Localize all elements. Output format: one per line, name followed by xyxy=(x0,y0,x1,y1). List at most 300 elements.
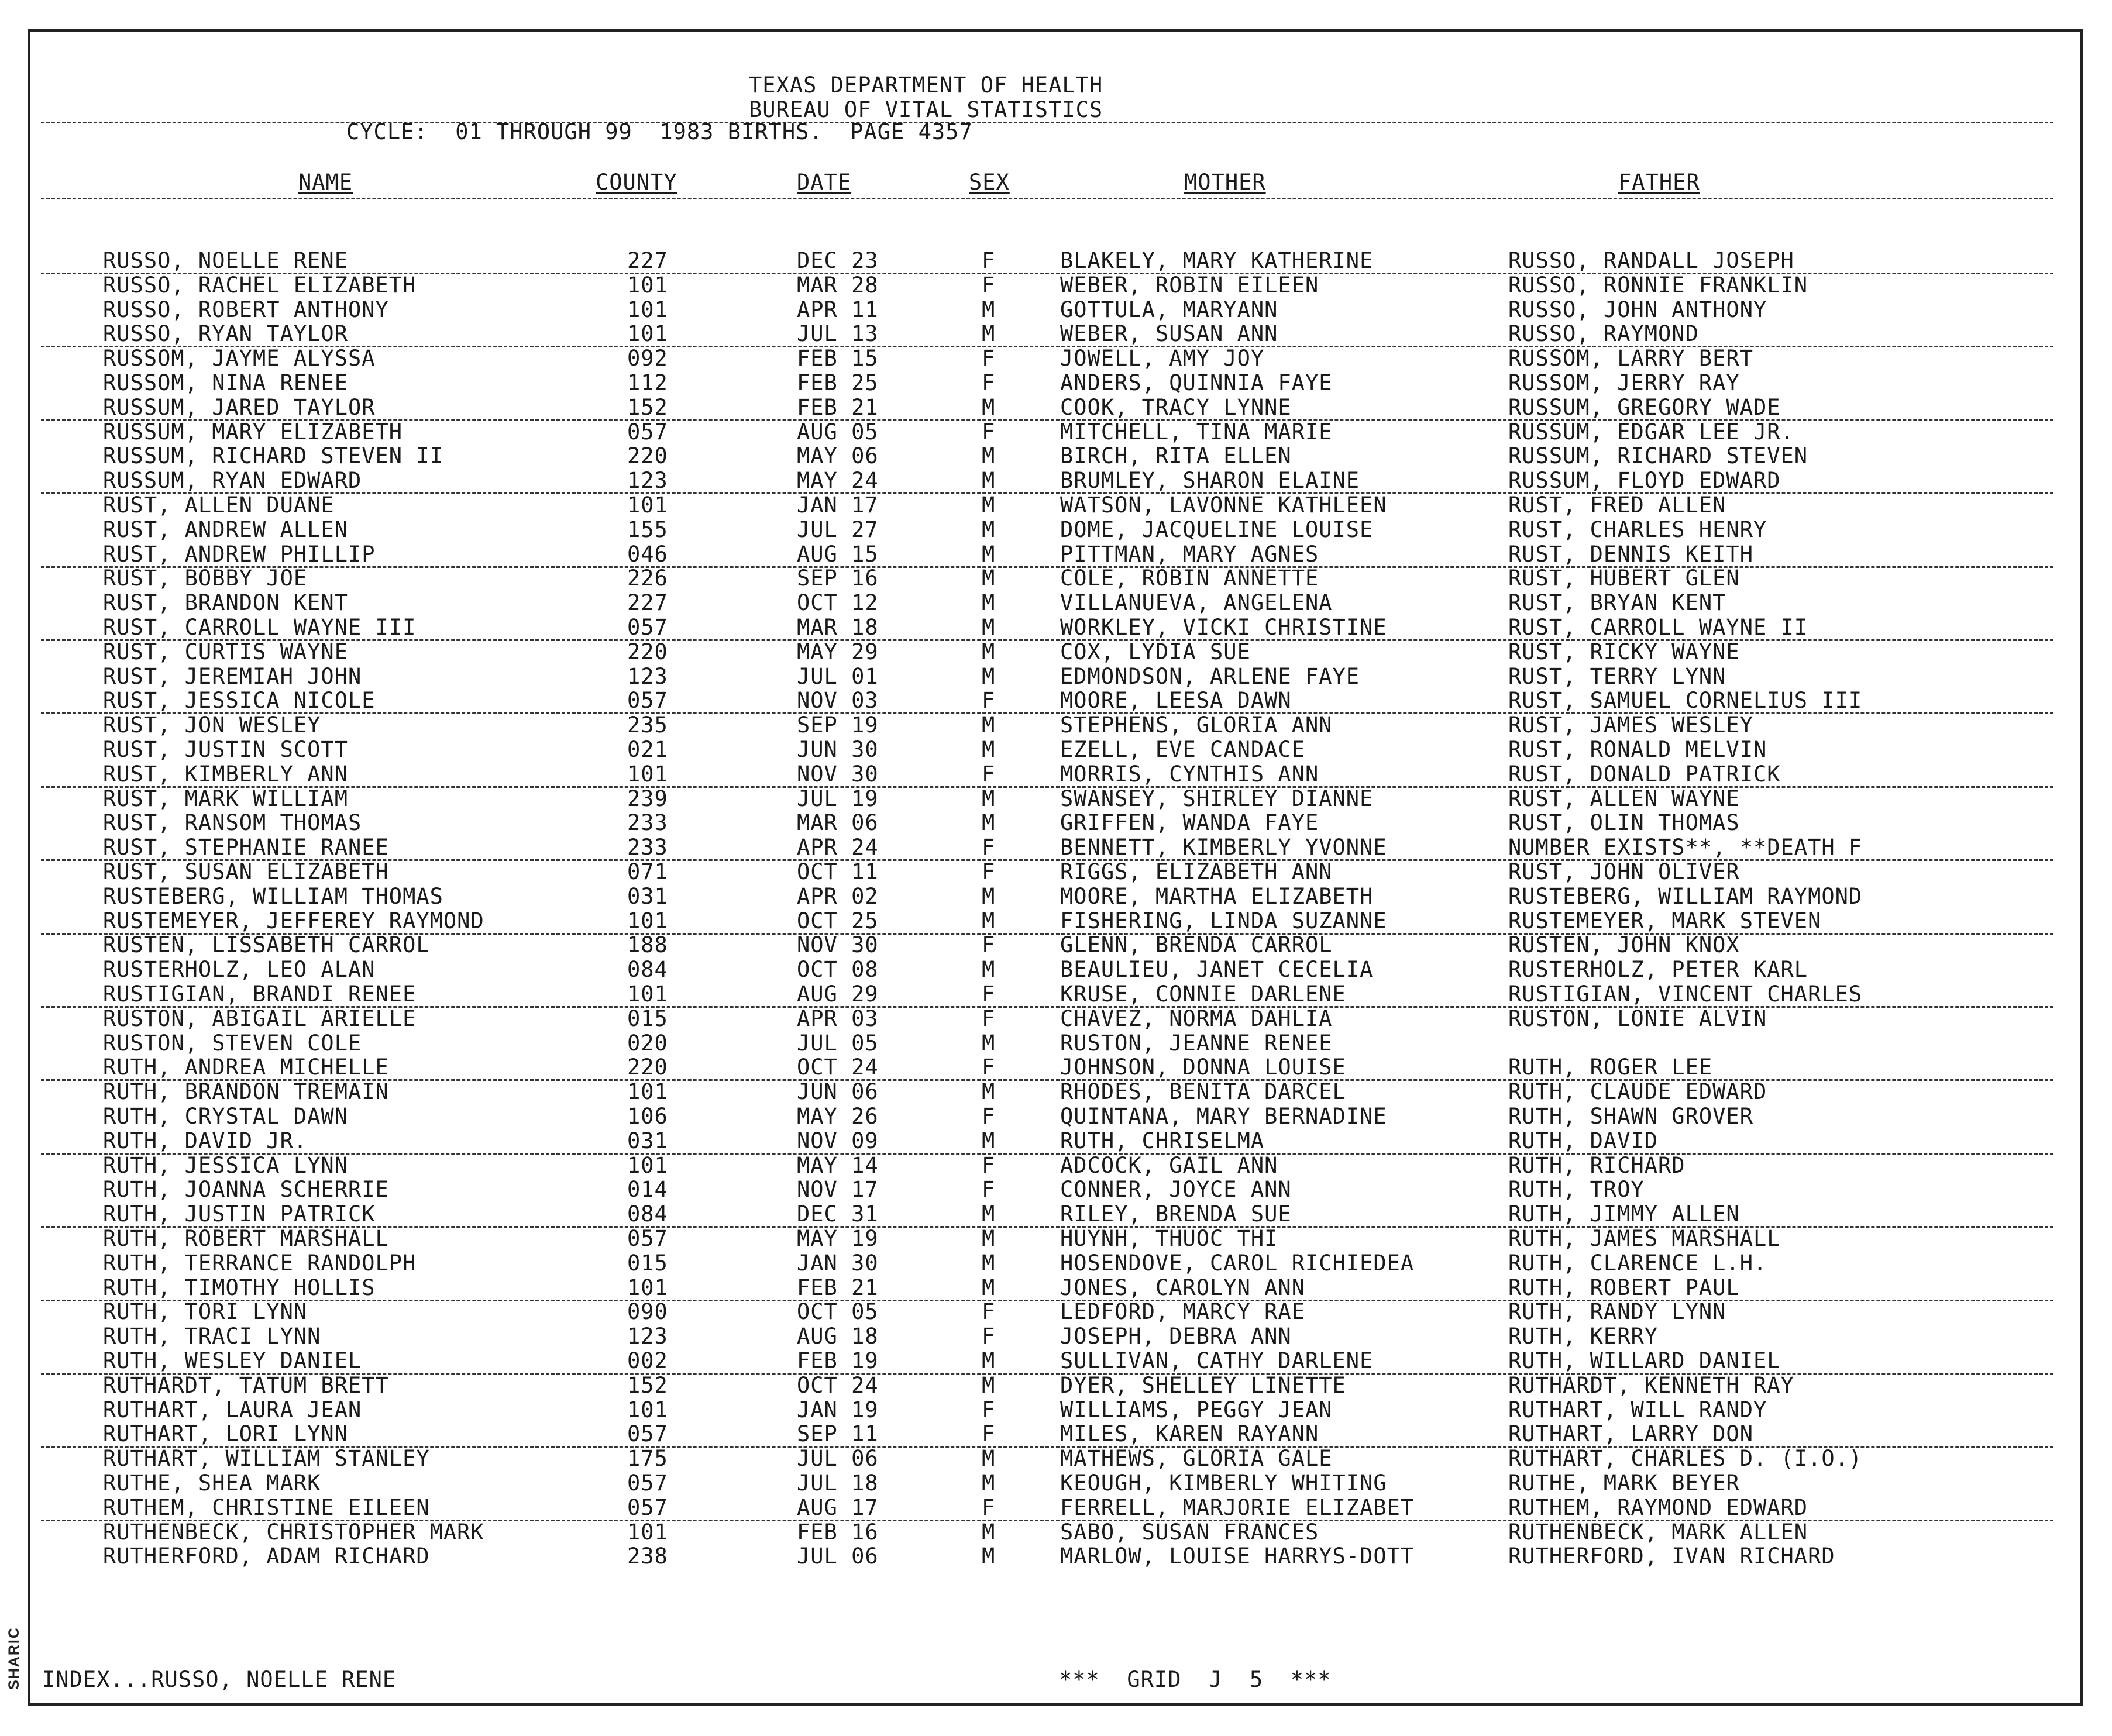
record-mother: WEBER, ROBIN EILEEN xyxy=(1060,272,1319,298)
record-county: 002 xyxy=(627,1348,668,1373)
record-date: JUL 06 xyxy=(797,1446,879,1472)
record-name: RUTH, BRANDON TREMAIN xyxy=(103,1079,389,1105)
record-county: 101 xyxy=(627,761,668,787)
record-county: 152 xyxy=(627,394,668,420)
record-county: 123 xyxy=(627,1324,668,1349)
record-mother: WEBER, SUSAN ANN xyxy=(1060,321,1278,347)
record-sex: M xyxy=(982,1519,996,1545)
record-sex: M xyxy=(982,737,996,762)
record-county: 227 xyxy=(627,248,668,273)
record-name: RUST, ALLEN DUANE xyxy=(103,492,335,518)
record-date: MAY 06 xyxy=(797,443,879,469)
record-sex: M xyxy=(982,712,996,738)
record-sex: M xyxy=(982,957,996,983)
record-mother: MITCHELL, TINA MARIE xyxy=(1060,419,1333,445)
record-father: RUTH, JIMMY ALLEN xyxy=(1508,1201,1740,1227)
record-father: RUSTEN, JOHN KNOX xyxy=(1508,932,1740,958)
record-father: RUTH, RICHARD xyxy=(1508,1152,1686,1178)
record-county: 057 xyxy=(627,688,668,714)
record-sex: F xyxy=(982,272,996,298)
record-county: 071 xyxy=(627,859,668,884)
record-father: RUST, JAMES WESLEY xyxy=(1508,712,1753,738)
record-sex: M xyxy=(982,883,996,909)
record-date: AUG 17 xyxy=(797,1494,879,1520)
record-date: OCT 11 xyxy=(797,859,879,884)
record-date: MAR 06 xyxy=(797,810,879,836)
record-mother: SULLIVAN, CATHY DARLENE xyxy=(1060,1348,1374,1373)
record-county: 106 xyxy=(627,1104,668,1129)
record-sex: F xyxy=(982,248,996,273)
record-sex: M xyxy=(982,1470,996,1496)
record-mother: GLENN, BRENDA CARROL xyxy=(1060,932,1333,958)
record-date: APR 02 xyxy=(797,883,879,909)
record-date: AUG 05 xyxy=(797,419,879,445)
record-name: RUSSOM, NINA RENEE xyxy=(103,370,348,395)
record-county: 014 xyxy=(627,1177,668,1203)
record-mother: WATSON, LAVONNE KATHLEEN xyxy=(1060,492,1387,518)
record-date: JUL 13 xyxy=(797,321,879,347)
record-sex: M xyxy=(982,516,996,542)
record-sex: M xyxy=(982,492,996,518)
record-sex: M xyxy=(982,1201,996,1227)
record-name: RUSSUM, RYAN EDWARD xyxy=(103,468,362,494)
record-sex: M xyxy=(982,566,996,591)
record-county: 123 xyxy=(627,468,668,494)
record-sex: M xyxy=(982,639,996,664)
record-name: RUST, BOBBY JOE xyxy=(103,566,308,591)
record-name: RUSSO, ROBERT ANTHONY xyxy=(103,297,389,322)
record-father: RUST, SAMUEL CORNELIUS III xyxy=(1508,688,1863,714)
record-county: 057 xyxy=(627,1494,668,1520)
record-father: RUTHE, MARK BEYER xyxy=(1508,1470,1740,1496)
column-header-mother: MOTHER xyxy=(1184,170,1266,195)
record-date: MAR 28 xyxy=(797,272,879,298)
record-father: RUST, ALLEN WAYNE xyxy=(1508,786,1740,811)
record-county: 015 xyxy=(627,1250,668,1276)
record-mother: MOORE, MARTHA ELIZABETH xyxy=(1060,883,1374,909)
header-divider-top xyxy=(41,122,2053,123)
record-mother: WORKLEY, VICKI CHRISTINE xyxy=(1060,615,1387,640)
record-county: 188 xyxy=(627,932,668,958)
record-date: NOV 09 xyxy=(797,1128,879,1153)
record-county: 239 xyxy=(627,786,668,811)
record-mother: BLAKELY, MARY KATHERINE xyxy=(1060,248,1374,273)
record-name: RUTHART, LORI LYNN xyxy=(103,1421,348,1447)
record-county: 220 xyxy=(627,1055,668,1080)
header-line-2: BUREAU OF VITAL STATISTICS xyxy=(749,97,1103,122)
record-date: FEB 16 xyxy=(797,1519,879,1545)
record-mother: EZELL, EVE CANDACE xyxy=(1060,737,1305,762)
record-date: MAY 14 xyxy=(797,1152,879,1178)
record-county: 057 xyxy=(627,1421,668,1447)
record-county: 101 xyxy=(627,981,668,1007)
record-father: RUTH, WILLARD DANIEL xyxy=(1508,1348,1781,1373)
record-name: RUST, JESSICA NICOLE xyxy=(103,688,376,714)
record-county: 101 xyxy=(627,492,668,518)
record-sex: F xyxy=(982,688,996,714)
record-mother: LEDFORD, MARCY RAE xyxy=(1060,1299,1305,1325)
header-divider-bottom xyxy=(41,198,2053,199)
record-father: RUSSUM, FLOYD EDWARD xyxy=(1508,468,1781,494)
record-mother: SWANSEY, SHIRLEY DIANNE xyxy=(1060,786,1374,811)
record-name: RUST, KIMBERLY ANN xyxy=(103,761,348,787)
record-sex: F xyxy=(982,761,996,787)
record-father: RUST, BRYAN KENT xyxy=(1508,590,1726,616)
record-mother: STEPHENS, GLORIA ANN xyxy=(1060,712,1333,738)
record-county: 021 xyxy=(627,737,668,762)
record-date: DEC 31 xyxy=(797,1201,879,1227)
column-header-sex: SEX xyxy=(969,170,1010,195)
record-name: RUTH, JOANNA SCHERRIE xyxy=(103,1177,389,1203)
record-father: RUSSUM, RICHARD STEVEN xyxy=(1508,443,1808,469)
record-sex: F xyxy=(982,1152,996,1178)
record-mother: ANDERS, QUINNIA FAYE xyxy=(1060,370,1333,395)
record-sex: F xyxy=(982,835,996,860)
record-father: RUTH, ROBERT PAUL xyxy=(1508,1275,1740,1300)
record-sex: F xyxy=(982,370,996,395)
record-sex: M xyxy=(982,1446,996,1472)
column-header-county: COUNTY xyxy=(596,170,677,195)
record-sex: F xyxy=(982,859,996,884)
record-name: RUSSUM, JARED TAYLOR xyxy=(103,394,376,420)
record-name: RUTHARDT, TATUM BRETT xyxy=(103,1372,389,1398)
record-name: RUSTEN, LISSABETH CARROL xyxy=(103,932,430,958)
record-mother: HOSENDOVE, CAROL RICHIEDEA xyxy=(1060,1250,1415,1276)
record-name: RUTH, TIMOTHY HOLLIS xyxy=(103,1275,376,1300)
record-name: RUSTIGIAN, BRANDI RENEE xyxy=(103,981,417,1007)
record-date: FEB 19 xyxy=(797,1348,879,1373)
record-date: OCT 08 xyxy=(797,957,879,983)
record-mother: KEOUGH, KIMBERLY WHITING xyxy=(1060,1470,1387,1496)
record-date: JUL 05 xyxy=(797,1030,879,1056)
record-date: NOV 17 xyxy=(797,1177,879,1203)
record-date: NOV 30 xyxy=(797,932,879,958)
record-date: NOV 03 xyxy=(797,688,879,714)
record-name: RUSTON, STEVEN COLE xyxy=(103,1030,362,1056)
record-father: RUST, DENNIS KEITH xyxy=(1508,541,1753,567)
record-name: RUTH, TORI LYNN xyxy=(103,1299,308,1325)
row-divider xyxy=(41,566,2053,568)
record-county: 031 xyxy=(627,1128,668,1153)
record-county: 057 xyxy=(627,1226,668,1251)
record-sex: F xyxy=(982,1104,996,1129)
record-mother: JOWELL, AMY JOY xyxy=(1060,346,1265,371)
record-date: OCT 25 xyxy=(797,908,879,934)
record-sex: M xyxy=(982,908,996,934)
record-sex: F xyxy=(982,1421,996,1447)
record-mother: HUYNH, THUOC THI xyxy=(1060,1226,1278,1251)
record-father: RUST, OLIN THOMAS xyxy=(1508,810,1740,836)
record-county: 101 xyxy=(627,272,668,298)
record-sex: M xyxy=(982,297,996,322)
record-date: MAY 29 xyxy=(797,639,879,664)
record-date: JUN 30 xyxy=(797,737,879,762)
record-father: RUTH, KERRY xyxy=(1508,1324,1659,1349)
record-name: RUTHERFORD, ADAM RICHARD xyxy=(103,1544,430,1569)
record-county: 084 xyxy=(627,957,668,983)
record-sex: M xyxy=(982,1079,996,1105)
record-date: AUG 18 xyxy=(797,1324,879,1349)
record-mother: MILES, KAREN RAYANN xyxy=(1060,1421,1319,1447)
record-mother: FERRELL, MARJORIE ELIZABET xyxy=(1060,1494,1415,1520)
record-father: RUTHARDT, KENNETH RAY xyxy=(1508,1372,1794,1398)
record-date: FEB 21 xyxy=(797,1275,879,1300)
record-name: RUSSOM, JAYME ALYSSA xyxy=(103,346,376,371)
record-date: SEP 11 xyxy=(797,1421,879,1447)
record-father: RUST, TERRY LYNN xyxy=(1508,663,1726,689)
record-mother: MATHEWS, GLORIA GALE xyxy=(1060,1446,1333,1472)
record-sex: M xyxy=(982,468,996,494)
record-county: 227 xyxy=(627,590,668,616)
record-date: AUG 15 xyxy=(797,541,879,567)
record-name: RUST, JON WESLEY xyxy=(103,712,321,738)
record-date: JAN 17 xyxy=(797,492,879,518)
record-mother: JOSEPH, DEBRA ANN xyxy=(1060,1324,1292,1349)
record-mother: BIRCH, RITA ELLEN xyxy=(1060,443,1292,469)
record-father: RUSSOM, JERRY RAY xyxy=(1508,370,1740,395)
record-name: RUSSO, NOELLE RENE xyxy=(103,248,348,273)
record-mother: MARLOW, LOUISE HARRYS-DOTT xyxy=(1060,1544,1415,1569)
record-sex: F xyxy=(982,981,996,1007)
record-father: RUTH, DAVID xyxy=(1508,1128,1659,1153)
record-date: OCT 05 xyxy=(797,1299,879,1325)
record-mother: CHAVEZ, NORMA DAHLIA xyxy=(1060,1005,1333,1031)
record-father: RUTHART, CHARLES D. (I.O.) xyxy=(1508,1446,1863,1472)
record-county: 046 xyxy=(627,541,668,567)
record-father: RUTH, TROY xyxy=(1508,1177,1645,1203)
record-father: RUST, HUBERT GLEN xyxy=(1508,566,1740,591)
record-county: 101 xyxy=(627,1519,668,1545)
record-sex: M xyxy=(982,443,996,469)
record-county: 101 xyxy=(627,908,668,934)
record-sex: F xyxy=(982,419,996,445)
record-mother: COX, LYDIA SUE xyxy=(1060,639,1251,664)
record-mother: QUINTANA, MARY BERNADINE xyxy=(1060,1104,1387,1129)
record-date: JUL 06 xyxy=(797,1544,879,1569)
record-father: RUSSUM, EDGAR LEE JR. xyxy=(1508,419,1794,445)
record-father: RUTH, CLAUDE EDWARD xyxy=(1508,1079,1767,1105)
row-divider xyxy=(41,1300,2053,1301)
record-name: RUSTEMEYER, JEFFEREY RAYMOND xyxy=(103,908,484,934)
record-county: 101 xyxy=(627,1397,668,1422)
record-mother: COLE, ROBIN ANNETTE xyxy=(1060,566,1319,591)
record-father: RUTH, CLARENCE L.H. xyxy=(1508,1250,1767,1276)
record-sex: F xyxy=(982,1299,996,1325)
record-name: RUST, JEREMIAH JOHN xyxy=(103,663,362,689)
record-sex: F xyxy=(982,1005,996,1031)
record-county: 220 xyxy=(627,639,668,664)
record-sex: M xyxy=(982,1275,996,1300)
record-name: RUST, MARK WILLIAM xyxy=(103,786,348,811)
record-father: RUST, FRED ALLEN xyxy=(1508,492,1726,518)
record-county: 235 xyxy=(627,712,668,738)
record-mother: BEAULIEU, JANET CECELIA xyxy=(1060,957,1374,983)
record-county: 226 xyxy=(627,566,668,591)
record-father: RUTH, RANDY LYNN xyxy=(1508,1299,1726,1325)
record-sex: M xyxy=(982,590,996,616)
record-name: RUST, BRANDON KENT xyxy=(103,590,348,616)
record-father: RUST, CARROLL WAYNE II xyxy=(1508,615,1808,640)
record-date: AUG 29 xyxy=(797,981,879,1007)
record-mother: DOME, JACQUELINE LOUISE xyxy=(1060,516,1374,542)
record-father: RUSSO, RONNIE FRANKLIN xyxy=(1508,272,1808,298)
record-father: RUTHEM, RAYMOND EDWARD xyxy=(1508,1494,1808,1520)
record-name: RUST, ANDREW PHILLIP xyxy=(103,541,376,567)
record-date: JAN 19 xyxy=(797,1397,879,1422)
record-mother: MOORE, LEESA DAWN xyxy=(1060,688,1292,714)
record-date: JUN 06 xyxy=(797,1079,879,1105)
record-name: RUSTEBERG, WILLIAM THOMAS xyxy=(103,883,443,909)
record-sex: F xyxy=(982,1055,996,1080)
record-date: NOV 30 xyxy=(797,761,879,787)
record-date: FEB 15 xyxy=(797,346,879,371)
record-date: APR 24 xyxy=(797,835,879,860)
record-county: 175 xyxy=(627,1446,668,1472)
record-county: 220 xyxy=(627,443,668,469)
record-mother: RHODES, BENITA DARCEL xyxy=(1060,1079,1346,1105)
record-mother: EDMONDSON, ARLENE FAYE xyxy=(1060,663,1360,689)
record-date: MAR 18 xyxy=(797,615,879,640)
record-father: RUTHART, WILL RANDY xyxy=(1508,1397,1767,1422)
record-name: RUST, STEPHANIE RANEE xyxy=(103,835,389,860)
record-mother: CONNER, JOYCE ANN xyxy=(1060,1177,1292,1203)
record-father: RUSSUM, GREGORY WADE xyxy=(1508,394,1781,420)
footer-grid: *** GRID J 5 *** xyxy=(1059,1667,1332,1692)
record-name: RUTHEM, CHRISTINE EILEEN xyxy=(103,1494,430,1520)
record-name: RUTHENBECK, CHRISTOPHER MARK xyxy=(103,1519,484,1545)
record-father: RUSTERHOLZ, PETER KARL xyxy=(1508,957,1808,983)
record-county: 238 xyxy=(627,1544,668,1569)
record-name: RUTH, ANDREA MICHELLE xyxy=(103,1055,389,1080)
record-father: RUST, RONALD MELVIN xyxy=(1508,737,1767,762)
record-county: 084 xyxy=(627,1201,668,1227)
record-mother: ADCOCK, GAIL ANN xyxy=(1060,1152,1278,1178)
record-name: RUTH, TERRANCE RANDOLPH xyxy=(103,1250,417,1276)
record-sex: F xyxy=(982,346,996,371)
record-date: JUL 19 xyxy=(797,786,879,811)
record-date: DEC 23 xyxy=(797,248,879,273)
record-sex: M xyxy=(982,663,996,689)
record-mother: FISHERING, LINDA SUZANNE xyxy=(1060,908,1387,934)
record-mother: GRIFFEN, WANDA FAYE xyxy=(1060,810,1319,836)
record-county: 057 xyxy=(627,615,668,640)
record-name: RUTH, TRACI LYNN xyxy=(103,1324,321,1349)
record-father: RUSSO, RAYMOND xyxy=(1508,321,1699,347)
record-date: JUL 18 xyxy=(797,1470,879,1496)
record-mother: PITTMAN, MARY AGNES xyxy=(1060,541,1319,567)
record-county: 101 xyxy=(627,321,668,347)
record-mother: JOHNSON, DONNA LOUISE xyxy=(1060,1055,1346,1080)
record-mother: BENNETT, KIMBERLY YVONNE xyxy=(1060,835,1387,860)
record-county: 090 xyxy=(627,1299,668,1325)
record-mother: RILEY, BRENDA SUE xyxy=(1060,1201,1292,1227)
record-date: APR 11 xyxy=(797,297,879,322)
record-county: 233 xyxy=(627,810,668,836)
record-name: RUTHE, SHEA MARK xyxy=(103,1470,321,1496)
record-county: 015 xyxy=(627,1005,668,1031)
record-sex: F xyxy=(982,1397,996,1422)
record-mother: RUTH, CHRISELMA xyxy=(1060,1128,1265,1153)
record-father: RUTH, ROGER LEE xyxy=(1508,1055,1713,1080)
record-name: RUTH, WESLEY DANIEL xyxy=(103,1348,362,1373)
record-county: 101 xyxy=(627,297,668,322)
record-mother: MORRIS, CYNTHIS ANN xyxy=(1060,761,1319,787)
record-date: OCT 24 xyxy=(797,1055,879,1080)
column-header-name: NAME xyxy=(298,170,353,195)
record-county: 112 xyxy=(627,370,668,395)
record-mother: SABO, SUSAN FRANCES xyxy=(1060,1519,1319,1545)
record-date: FEB 21 xyxy=(797,394,879,420)
header-line-3: CYCLE: 01 THROUGH 99 1983 BIRTHS. PAGE 4357 xyxy=(346,119,973,144)
record-county: 101 xyxy=(627,1275,668,1300)
record-county: 101 xyxy=(627,1152,668,1178)
record-name: RUTH, JUSTIN PATRICK xyxy=(103,1201,376,1227)
record-mother: RUSTON, JEANNE RENEE xyxy=(1060,1030,1333,1056)
record-date: MAY 19 xyxy=(797,1226,879,1251)
record-mother: COOK, TRACY LYNNE xyxy=(1060,394,1292,420)
record-father: RUSTEMEYER, MARK STEVEN xyxy=(1508,908,1822,934)
record-father: RUST, CHARLES HENRY xyxy=(1508,516,1767,542)
record-sex: F xyxy=(982,932,996,958)
record-father: RUTH, JAMES MARSHALL xyxy=(1508,1226,1781,1251)
record-county: 092 xyxy=(627,346,668,371)
record-name: RUTHART, LAURA JEAN xyxy=(103,1397,362,1422)
record-date: OCT 24 xyxy=(797,1372,879,1398)
record-date: FEB 25 xyxy=(797,370,879,395)
record-sex: M xyxy=(982,1348,996,1373)
record-county: 101 xyxy=(627,1079,668,1105)
row-divider xyxy=(41,492,2053,494)
record-father: RUTHART, LARRY DON xyxy=(1508,1421,1753,1447)
record-county: 031 xyxy=(627,883,668,909)
record-sex: M xyxy=(982,1372,996,1398)
record-date: OCT 12 xyxy=(797,590,879,616)
record-sex: M xyxy=(982,394,996,420)
record-sex: M xyxy=(982,1226,996,1251)
record-mother: BRUMLEY, SHARON ELAINE xyxy=(1060,468,1360,494)
record-sex: M xyxy=(982,615,996,640)
record-sex: M xyxy=(982,1544,996,1569)
record-date: JAN 30 xyxy=(797,1250,879,1276)
record-sex: F xyxy=(982,1324,996,1349)
record-mother: WILLIAMS, PEGGY JEAN xyxy=(1060,1397,1333,1422)
record-county: 233 xyxy=(627,835,668,860)
record-name: RUST, SUSAN ELIZABETH xyxy=(103,859,389,884)
record-father: RUST, JOHN OLIVER xyxy=(1508,859,1740,884)
record-name: RUST, ANDREW ALLEN xyxy=(103,516,348,542)
column-header-date: DATE xyxy=(797,170,852,195)
record-date: MAY 26 xyxy=(797,1104,879,1129)
record-father: RUST, RICKY WAYNE xyxy=(1508,639,1740,664)
record-father: RUTHERFORD, IVAN RICHARD xyxy=(1508,1544,1835,1569)
record-name: RUSSO, RYAN TAYLOR xyxy=(103,321,348,347)
header-line-1: TEXAS DEPARTMENT OF HEALTH xyxy=(749,73,1103,98)
record-father: RUTHENBECK, MARK ALLEN xyxy=(1508,1519,1808,1545)
record-father: RUSSOM, LARRY BERT xyxy=(1508,346,1753,371)
record-name: RUSSO, RACHEL ELIZABETH xyxy=(103,272,417,298)
record-name: RUSTON, ABIGAIL ARIELLE xyxy=(103,1005,417,1031)
record-county: 155 xyxy=(627,516,668,542)
record-mother: KRUSE, CONNIE DARLENE xyxy=(1060,981,1346,1007)
record-name: RUTH, CRYSTAL DAWN xyxy=(103,1104,348,1129)
record-mother: GOTTULA, MARYANN xyxy=(1060,297,1278,322)
record-mother: DYER, SHELLEY LINETTE xyxy=(1060,1372,1346,1398)
record-name: RUSTERHOLZ, LEO ALAN xyxy=(103,957,376,983)
column-header-father: FATHER xyxy=(1618,170,1700,195)
record-sex: M xyxy=(982,810,996,836)
record-date: JUL 27 xyxy=(797,516,879,542)
side-label: SHARIC xyxy=(6,1627,22,1690)
